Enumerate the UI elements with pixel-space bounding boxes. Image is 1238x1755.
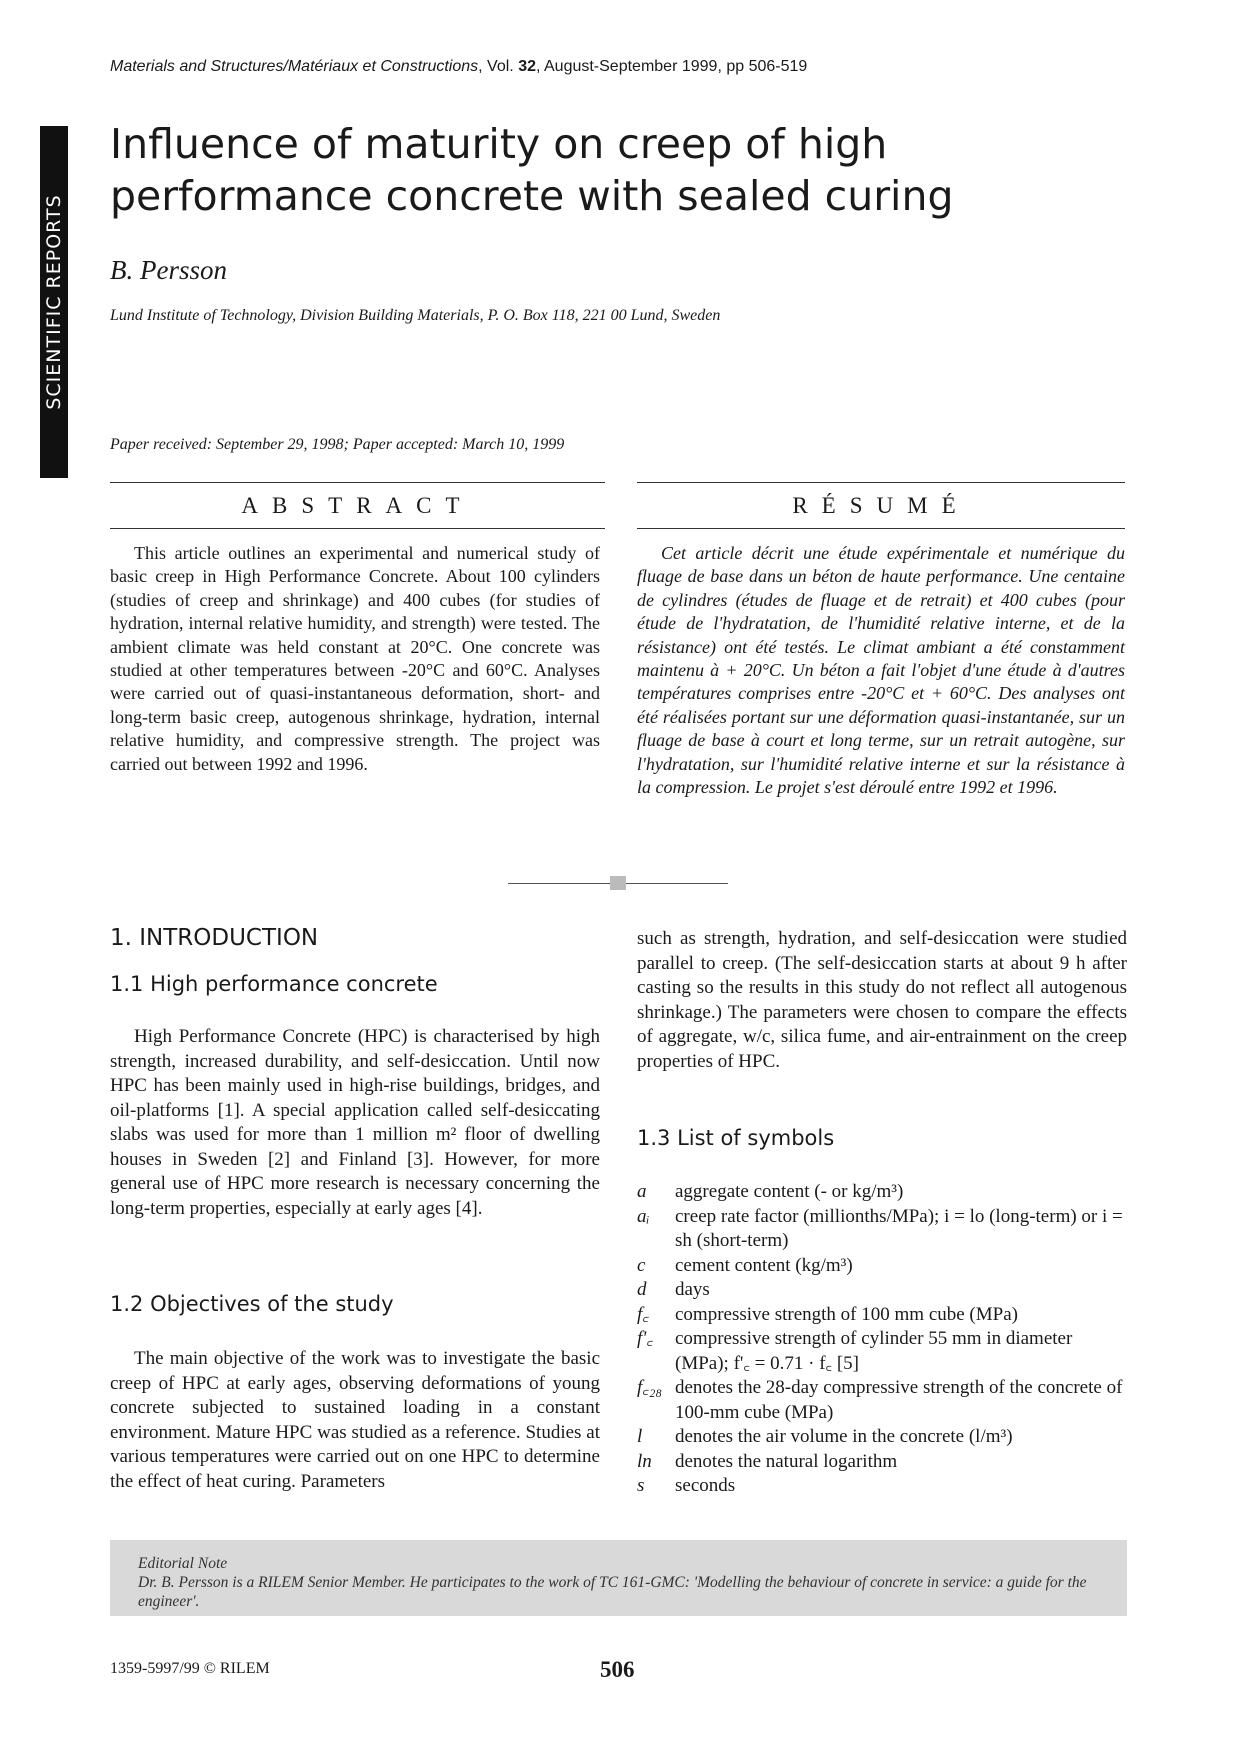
- journal-citation: [110, 58, 807, 76]
- symbol-description: cement content (kg/m³): [675, 1254, 853, 1276]
- symbol-item: [637, 1376, 1127, 1425]
- symbol-item: [637, 1303, 1127, 1328]
- resume-heading: RÉSUMÉ: [637, 482, 1125, 529]
- section-divider-ornament: [508, 876, 728, 890]
- symbol-item: [637, 1278, 1127, 1303]
- symbol-description: denotes the natural logarithm: [675, 1450, 898, 1472]
- symbol: f꜀: [637, 1303, 649, 1325]
- symbol: ln: [637, 1450, 652, 1472]
- symbol-item: [637, 1450, 1127, 1475]
- symbol-description: denotes the air volume in the concrete (l/m³): [675, 1426, 1013, 1447]
- symbol-list: [637, 1180, 1127, 1499]
- abstract-text: This article outlines an experimental and numerical study of basic creep in High Performance Concrete. About 100 cylinders (studies of creep and shrinkage) and 400 cubes (for studies of hydration, internal relative humidity, and strength) were tested. The ambient climate was held constant at 20°C. One concrete was studied at other temperatures between -20°C and 60°C. Analyses were carried out of quasi-instantaneous deformation, short- and long-term basic creep, autogenous shrinkage, hydration, internal relative humidity, and compressive strength. The project was carried out between 1992 and 1996.: [110, 543, 600, 774]
- symbol: aᵢ: [637, 1205, 650, 1227]
- symbol-item: [637, 1474, 1127, 1499]
- symbol: f'꜀: [637, 1328, 653, 1349]
- objectives-paragraph: The main objective of the work was to investigate the basic creep of HPC at early ages, observing deformations of young concrete subjected to sustained loading in a constant environment. Mature HPC was studied as a reference. Studies at various temperatures were carried out on one HPC to determine the effect of heat curing. Parameters: [110, 1348, 600, 1492]
- heading-list-of-symbols: 1.3 List of symbols: [637, 1126, 835, 1150]
- symbol: c: [637, 1254, 646, 1276]
- symbol: a: [637, 1181, 647, 1202]
- issue-pages: , August-September 1999, pp 506-519: [535, 58, 808, 75]
- symbol-description: compressive strength of cylinder 55 mm in diameter (MPa); f'꜀ = 0.71 · f꜀ [5]: [675, 1328, 1073, 1374]
- symbol: d: [637, 1279, 647, 1300]
- journal-name: Materials and Structures/Matériaux et Constructions: [110, 58, 479, 75]
- symbol-description: aggregate content (- or kg/m³): [675, 1181, 904, 1202]
- editorial-text: Dr. B. Persson is a RILEM Senior Member. He participates to the work of TC 161-GMC: 'Modelling the behaviour of concrete in service: a guide for the engineer'.: [138, 1574, 1087, 1610]
- divider-box: [610, 876, 626, 890]
- symbol-item: [637, 1425, 1127, 1450]
- resume-text: Cet article décrit une étude expérimentale et numérique du fluage de base dans un béton de haute performance. Une centaine de cylindres (études de fluage et de retrait) et 400 cubes (pour étude de l'hydratation, de l'humidité relative interne, et de la résistance) ont été testés. Le climat ambiant a été constamment maintenu à + 20°C. Un béton a fait l'objet d'une étude à d'autres températures comprises entre -20°C et + 60°C. Des analyses ont été réalisées portant sur une déformation quasi-instantanée, sur un fluage de base à court et long terme, sur un retrait autogène, sur l'hydratation, sur l'humidité relative interne et sur la résistance à la compression. Le projet s'est déroulé entre 1992 et 1996.: [637, 543, 1125, 798]
- volume-number: 32: [518, 58, 536, 75]
- symbol: s: [637, 1475, 645, 1496]
- symbol-description: denotes the 28-day compressive strength of the concrete of 100-mm cube (MPa): [675, 1377, 1123, 1423]
- heading-objectives: 1.2 Objectives of the study: [110, 1292, 394, 1316]
- editorial-note: [110, 1540, 1127, 1616]
- symbol-description: compressive strength of 100 mm cube (MPa): [675, 1303, 1018, 1325]
- symbol-item: [637, 1254, 1127, 1279]
- paper-title: Influence of maturity on creep of high performance concrete with sealed curing: [110, 120, 954, 220]
- symbol-description: days: [675, 1279, 710, 1300]
- author-affiliation: Lund Institute of Technology, Division Building Materials, P. O. Box 118, 221 00 Lund, Sweden: [110, 307, 721, 324]
- symbol-item: [637, 1205, 1127, 1254]
- symbol-item: [637, 1180, 1127, 1205]
- symbol: l: [637, 1426, 643, 1447]
- section-side-tab: [40, 126, 68, 478]
- symbol-description: creep rate factor (millionths/MPa); i = lo (long-term) or i = sh (short-term): [675, 1205, 1123, 1251]
- editorial-heading: Editorial Note: [138, 1555, 228, 1572]
- objectives-continuation: such as strength, hydration, and self-desiccation were studied parallel to creep. (The self-desiccation starts at about 9 h after casting so the results in this study do not reflect all autogenous shrinkage.) The parameters were chosen to compare the effects of aggregate, w/c, silica fume, and air-entrainment on the creep properties of HPC.: [637, 928, 1127, 1072]
- symbol-description: seconds: [675, 1475, 736, 1496]
- symbol-item: [637, 1327, 1127, 1376]
- symbol: f꜀₂₈: [637, 1377, 663, 1398]
- author-name: B. Persson: [110, 255, 227, 285]
- issn-copyright: 1359-5997/99 © RILEM: [110, 1660, 270, 1677]
- side-tab-label: SCIENTIFIC REPORTS: [43, 194, 65, 410]
- heading-introduction: 1. INTRODUCTION: [110, 925, 319, 951]
- page-number: 506: [600, 1657, 635, 1682]
- abstract-heading: ABSTRACT: [110, 482, 605, 529]
- volume-prefix: , Vol.: [478, 58, 519, 75]
- intro-paragraph: High Performance Concrete (HPC) is characterised by high strength, increased durability, and self-desiccation. Until now HPC has been mainly used in high-rise buildings, bridges, and oil-platforms [1]. A special application called self-desiccating slabs was used for more than 1 million m² floor of dwelling houses in Sweden [2] and Finland [3]. However, for more general use of HPC more research is necessary concerning the long-term properties, especially at early ages [4].: [110, 1026, 600, 1219]
- heading-high-performance-concrete: 1.1 High performance concrete: [110, 972, 438, 996]
- paper-dates: Paper received: September 29, 1998; Paper accepted: March 10, 1999: [110, 436, 565, 453]
